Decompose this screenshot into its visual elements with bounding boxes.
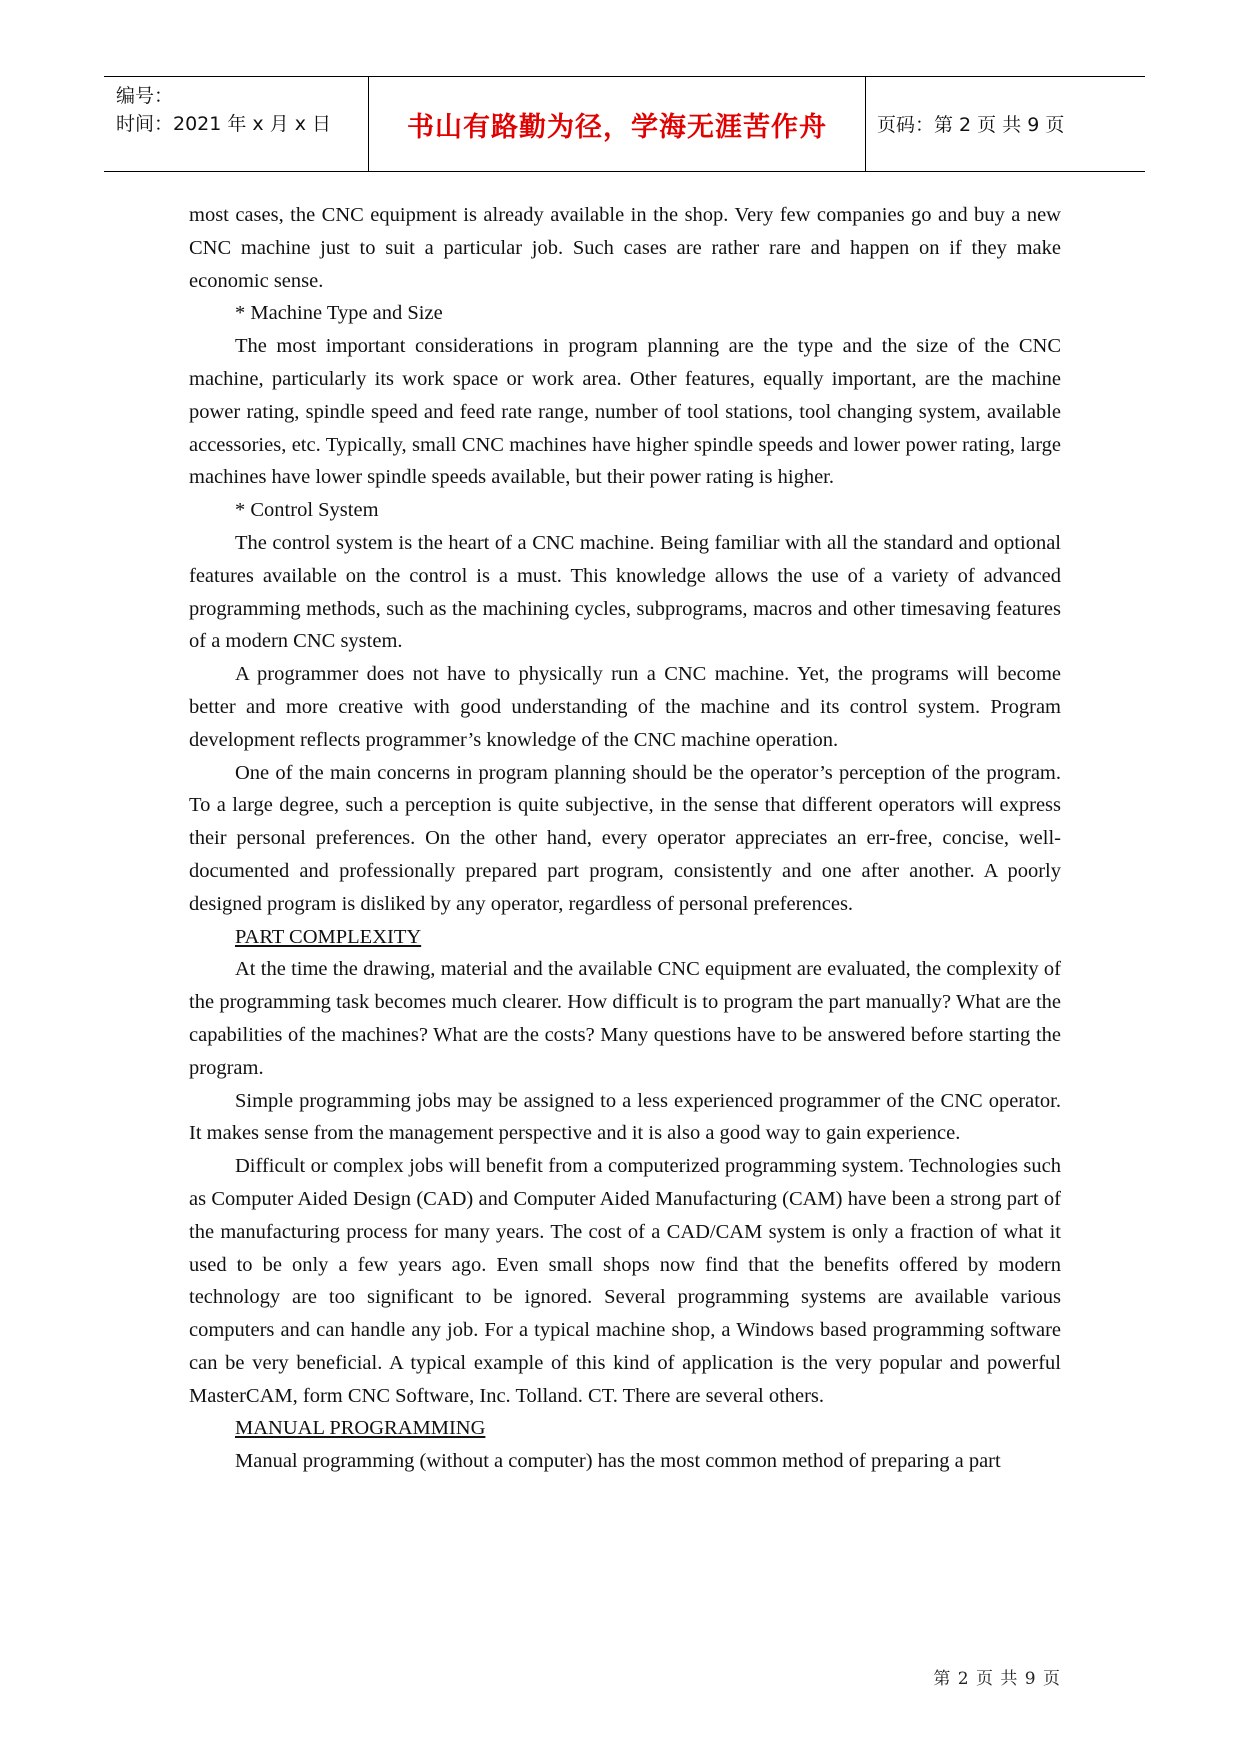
section-heading-text: MANUAL PROGRAMMING (235, 1417, 486, 1440)
document-body (189, 199, 1061, 1478)
header-motto-cell (368, 77, 866, 171)
document-date: 时间：2021 年 x 月 x 日 (116, 113, 332, 135)
document-number-label: 编号： (116, 85, 174, 107)
section-heading-part-complexity (189, 921, 1061, 954)
page-footer: 第 2 页 共 9 页 (933, 1669, 1061, 1689)
paragraph: One of the main concerns in program planning should be the operator’s perception of the program. To a large degree, such a perception is quite subjective, in the sense that different operators will express their personal preferences. On the other hand, every operator appreciates an err-free, concise, well-documented and professionally prepared part program, consistently and one after another. A poorly designed program is disliked by any operator, regardless of personal preferences. (189, 761, 1061, 915)
subheading-machine-type: * Machine Type and Size (235, 302, 443, 325)
subheading-control-system: * Control System (235, 499, 379, 522)
paragraph: Manual programming (without a computer) has the most common method of preparing a part (235, 1450, 1001, 1473)
paragraph: Difficult or complex jobs will benefit from a computerized programming system. Technologies such as Computer Aided Design (CAD) and Computer Aided Manufacturing (CAM) have been a strong part of the manufacturing process for many years. The cost of a CAD/CAM system is only a fraction of what it used to be only a few years ago. Even small shops now find that the benefits offered by modern technology are too significant to be ignored. Several programming systems are available various computers and can handle any job. For a typical machine shop, a Windows based programming software can be very beneficial. A typical example of this kind of application is the very popular and powerful MasterCAM, form CNC Software, Inc. Tolland. CT. There are several others. (189, 1155, 1061, 1407)
header-motto: 书山有路勤为径，学海无涯苦作舟 (407, 112, 827, 143)
section-heading-manual-programming (189, 1412, 1061, 1445)
header-page-cell (865, 77, 1145, 171)
section-heading-text: PART COMPLEXITY (235, 925, 422, 948)
header-page-info: 页码：第 2 页 共 9 页 (877, 114, 1065, 136)
page-header (104, 76, 1145, 172)
paragraph: At the time the drawing, material and the available CNC equipment are evaluated, the complexity of the programming task becomes much clearer. How difficult is to program the part manually? What are the capabilities of the machines? What are the costs? Many questions have to be answered before starting the program. (189, 958, 1061, 1079)
paragraph: The most important considerations in program planning are the type and the size of the CNC machine, particularly its work space or work area. Other features, equally important, are the machine power rating, spindle speed and feed rate range, number of tool stations, tool changing system, available accessories, etc. Typically, small CNC machines have higher spindle speeds and lower power rating, large machines have lower spindle speeds available, but their power rating is higher. (189, 335, 1061, 489)
header-info-cell (104, 77, 368, 171)
paragraph: The control system is the heart of a CNC machine. Being familiar with all the standard and optional features available on the control is a must. This knowledge allows the use of a variety of advanced programming methods, such as the machining cycles, subprograms, macros and other timesaving features of a modern CNC system. (189, 531, 1061, 653)
paragraph: Simple programming jobs may be assigned to a less experienced programmer of the CNC operator. It makes sense from the management perspective and it is also a good way to gain experience. (189, 1089, 1061, 1145)
paragraph: most cases, the CNC equipment is already available in the shop. Very few companies go and buy a new CNC machine just to suit a particular job. Such cases are rather rare and happen on if they make economic sense. (189, 204, 1061, 292)
paragraph: A programmer does not have to physically run a CNC machine. Yet, the programs will become better and more creative with good understanding of the machine and its control system. Program development reflects programmer’s knowledge of the CNC machine operation. (189, 663, 1061, 751)
